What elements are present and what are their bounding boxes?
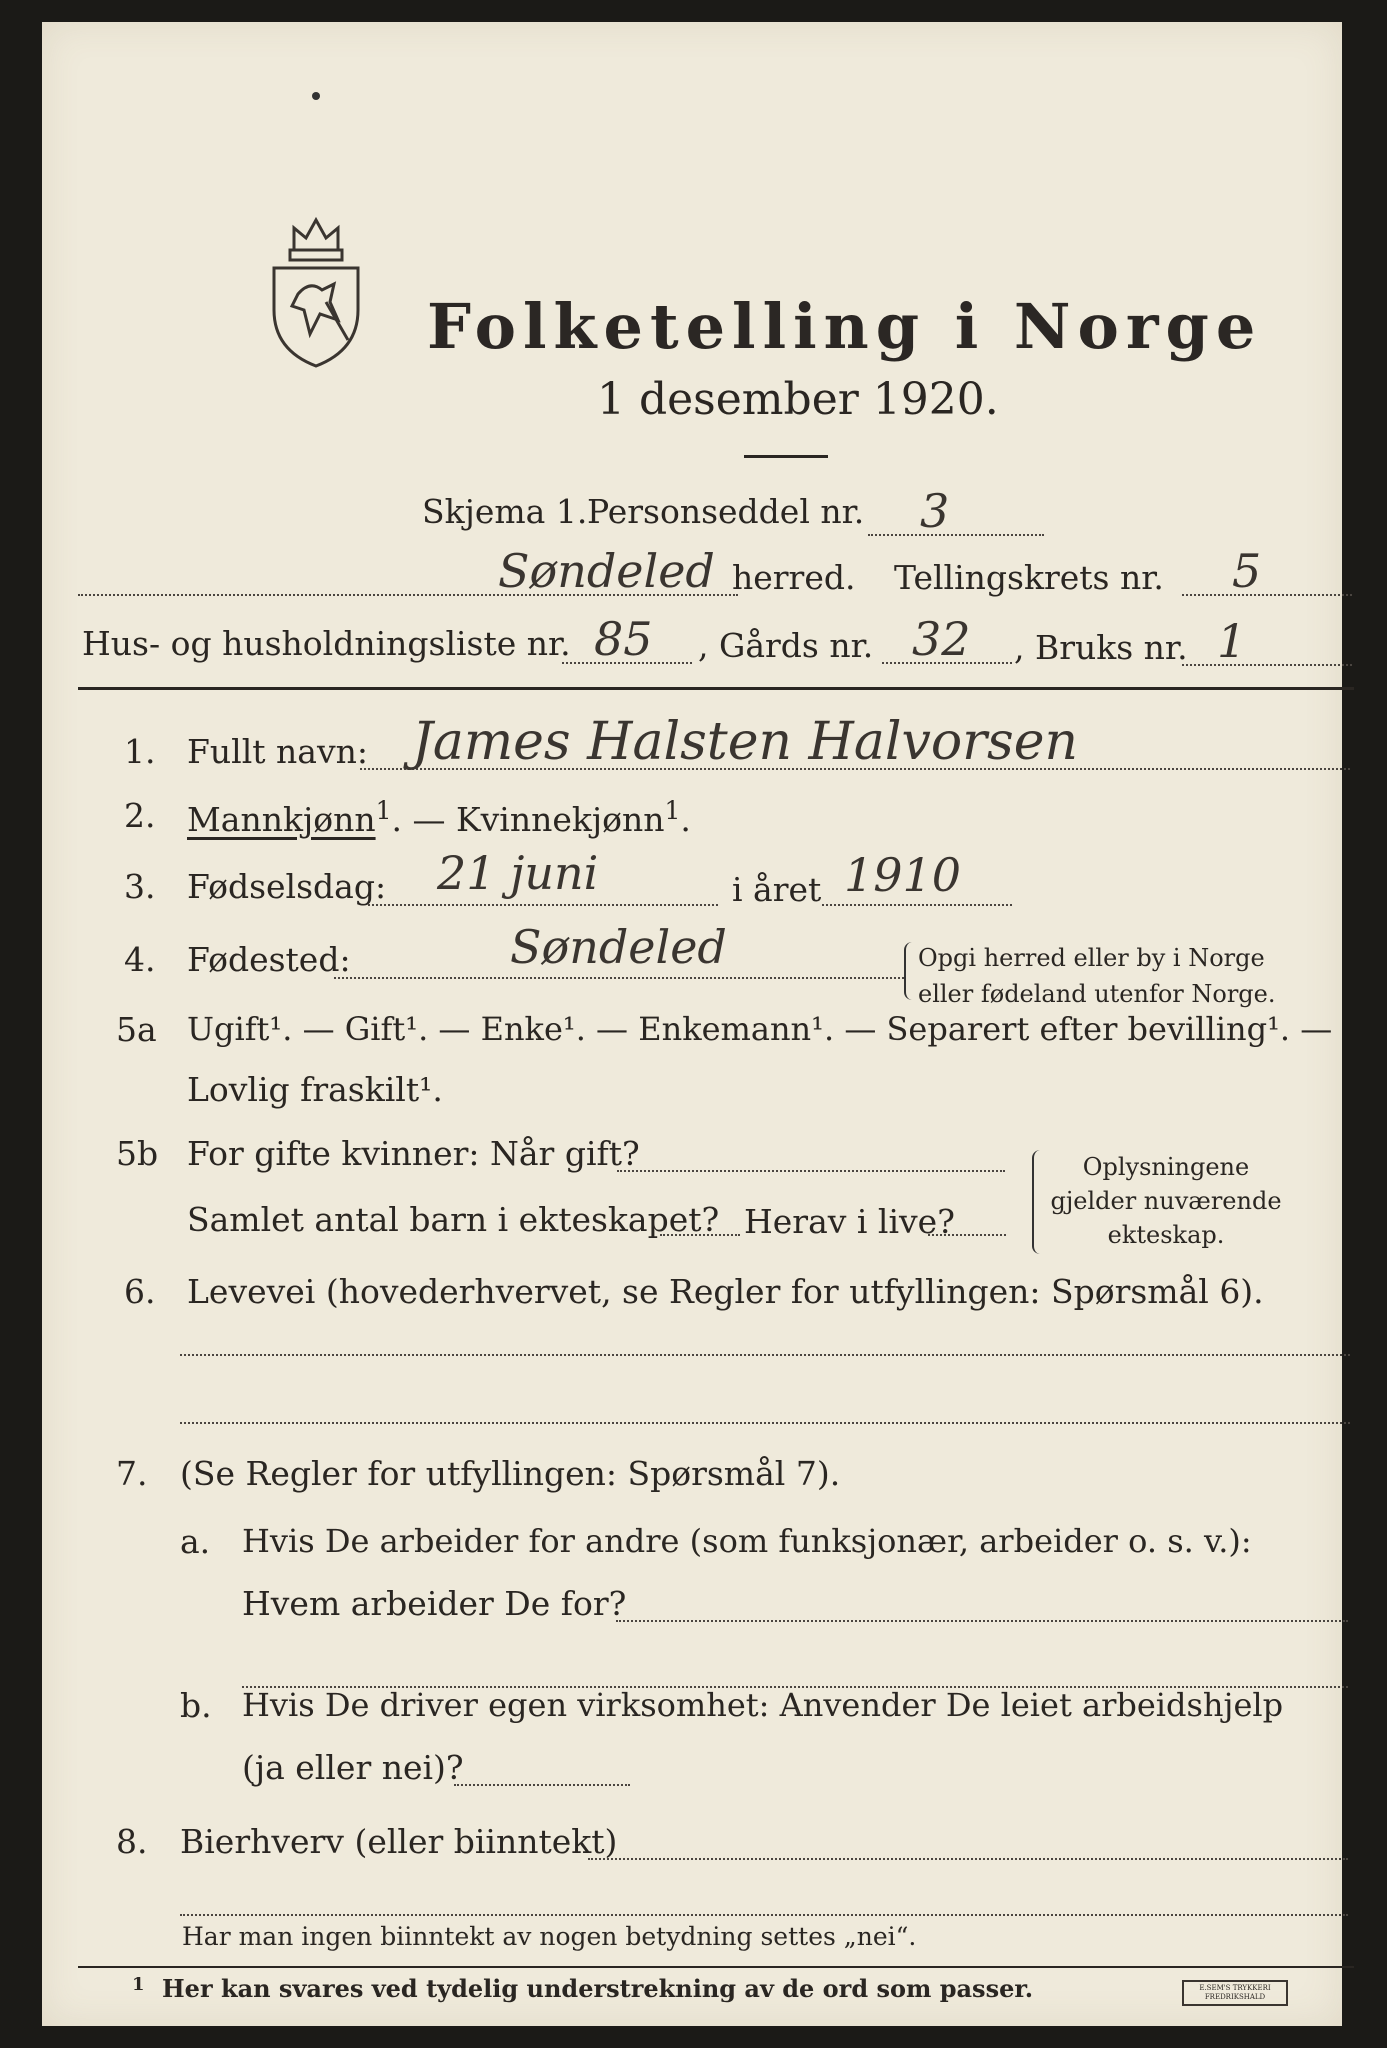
- herred-label: herred.: [732, 558, 856, 597]
- title-divider: [744, 455, 828, 458]
- q4-label: Fødested:: [187, 940, 351, 979]
- q5a-line2: Lovlig fraskilt¹.: [187, 1070, 443, 1109]
- q6-field-line-1: [180, 1354, 1350, 1356]
- gards-value: 32: [912, 612, 971, 666]
- q5b-line1: For gifte kvinner: Når gift?: [187, 1134, 640, 1173]
- q5b-married-field-line: [617, 1170, 1005, 1172]
- coat-of-arms-icon: [264, 210, 368, 370]
- q7b-line1: Hvis De driver egen virksomhet: Anvender De leiet arbeidshjelp: [242, 1686, 1284, 1724]
- q5b-children-label: Samlet antal barn i ekteskapet?: [187, 1200, 720, 1239]
- bruks-field-line: [1182, 664, 1352, 666]
- q5b-note: [1046, 1150, 1286, 1252]
- q8-label: Bierhverv (eller biinntekt): [180, 1822, 618, 1861]
- q2-sup-1: 1: [375, 796, 392, 825]
- q7a-field-line-1: [616, 1620, 1348, 1622]
- q8-field-line-1: [588, 1858, 1348, 1860]
- q8-number: 8.: [116, 1822, 148, 1861]
- q3-label: Fødselsdag:: [187, 867, 387, 906]
- q8-note: Har man ingen biinntekt av nogen betydning settes „nei“.: [182, 1922, 917, 1951]
- q5b-note-line3: ekteskap.: [1107, 1221, 1225, 1249]
- q5b-children-field-line: [660, 1234, 740, 1236]
- q4-birthplace-value: Søndeled: [510, 920, 727, 974]
- hus-value: 85: [594, 612, 653, 666]
- q3-birthday-value: 21 juni: [437, 846, 599, 900]
- q3-year-field-line: [822, 904, 1012, 906]
- personseddel-value: 3: [920, 484, 950, 538]
- tellingskrets-field-line: [1182, 594, 1352, 596]
- q2-options: [187, 796, 691, 839]
- q7a-line2: Hvem arbeider De for?: [242, 1584, 627, 1623]
- census-date: 1 desember 1920.: [597, 374, 999, 425]
- bruks-value: 1: [1217, 614, 1247, 668]
- q3-year-value: 1910: [844, 848, 962, 902]
- q7b-field-line: [454, 1784, 630, 1786]
- q7b-line2: (ja eller nei)?: [242, 1748, 464, 1787]
- q7a-number: a.: [180, 1522, 211, 1561]
- q2-option-female: Kvinnekjønn: [455, 800, 665, 839]
- ink-dot: [312, 92, 320, 100]
- form-title: Folketelling i Norge: [427, 290, 1263, 363]
- q5a-number: 5a: [116, 1010, 157, 1049]
- q4-note-line2: eller fødeland utenfor Norge.: [918, 980, 1276, 1008]
- q7-number: 7.: [116, 1454, 148, 1493]
- q5b-brace: [1032, 1150, 1044, 1254]
- q2-separator: . —: [391, 800, 456, 839]
- q2-number: 2.: [124, 796, 156, 835]
- tellingskrets-value: 5: [1232, 544, 1262, 598]
- q7-label: (Se Regler for utfyllingen: Spørsmål 7).: [180, 1454, 841, 1493]
- q6-number: 6.: [124, 1272, 156, 1311]
- footer-rule: [78, 1966, 1354, 1968]
- q8-field-line-2: [180, 1914, 1348, 1916]
- q2-sup-2: 1: [664, 796, 681, 825]
- q3-year-label: i året: [732, 870, 822, 909]
- skjema-label: Skjema 1.: [422, 492, 588, 531]
- q1-label: Fullt navn:: [187, 732, 368, 771]
- q5b-note-line2: gjelder nuværende: [1050, 1187, 1282, 1215]
- q7a-line1: Hvis De arbeider for andre (som funksjonær, arbeider o. s. v.):: [242, 1522, 1252, 1560]
- q4-field-line: [334, 977, 904, 979]
- q2-option-male: Mannkjønn: [187, 800, 376, 839]
- q5b-alive-field-line: [928, 1234, 1006, 1236]
- printer-stamp: E.SEM'S TRYKKERI FREDRIKSHALD: [1182, 1980, 1288, 2006]
- q1-full-name-value: James Halsten Halvorsen: [412, 712, 1078, 772]
- bruks-label: , Bruks nr.: [1014, 628, 1188, 667]
- herred-value: Søndeled: [498, 544, 715, 598]
- q7b-number: b.: [180, 1686, 212, 1725]
- q5a-line1: Ugift¹. — Gift¹. — Enke¹. — Enkemann¹. — Separert efter bevilling¹. —: [187, 1010, 1333, 1048]
- q4-note: [918, 940, 1276, 1012]
- tellingskrets-label: Tellingskrets nr.: [894, 558, 1164, 597]
- footnote-mark: 1: [132, 1974, 145, 1995]
- gards-label: , Gårds nr.: [698, 626, 874, 665]
- footnote-text: Her kan svares ved tydelig understrekning av de ord som passer.: [162, 1974, 1034, 2003]
- header-rule: [78, 687, 1354, 690]
- personseddel-label: Personseddel nr.: [587, 492, 865, 531]
- q6-field-line-2: [180, 1422, 1350, 1424]
- q1-number: 1.: [124, 732, 156, 771]
- q3-number: 3.: [124, 867, 156, 906]
- q3-day-field-line: [368, 904, 718, 906]
- q5b-note-line1: Oplysningene: [1082, 1153, 1250, 1181]
- q4-note-line1: Opgi herred eller by i Norge: [918, 944, 1265, 972]
- q4-brace: [904, 942, 916, 1000]
- q5b-alive-label: Herav i live?: [744, 1202, 955, 1241]
- q6-label: Levevei (hovederhvervet, se Regler for utfyllingen: Spørsmål 6).: [187, 1272, 1264, 1311]
- hus-label: Hus- og husholdningsliste nr.: [82, 624, 571, 663]
- census-form: [42, 22, 1342, 2026]
- q2-end: .: [680, 800, 691, 839]
- q5b-number: 5b: [116, 1134, 159, 1173]
- personseddel-field-line: [868, 534, 1044, 536]
- q4-number: 4.: [124, 940, 156, 979]
